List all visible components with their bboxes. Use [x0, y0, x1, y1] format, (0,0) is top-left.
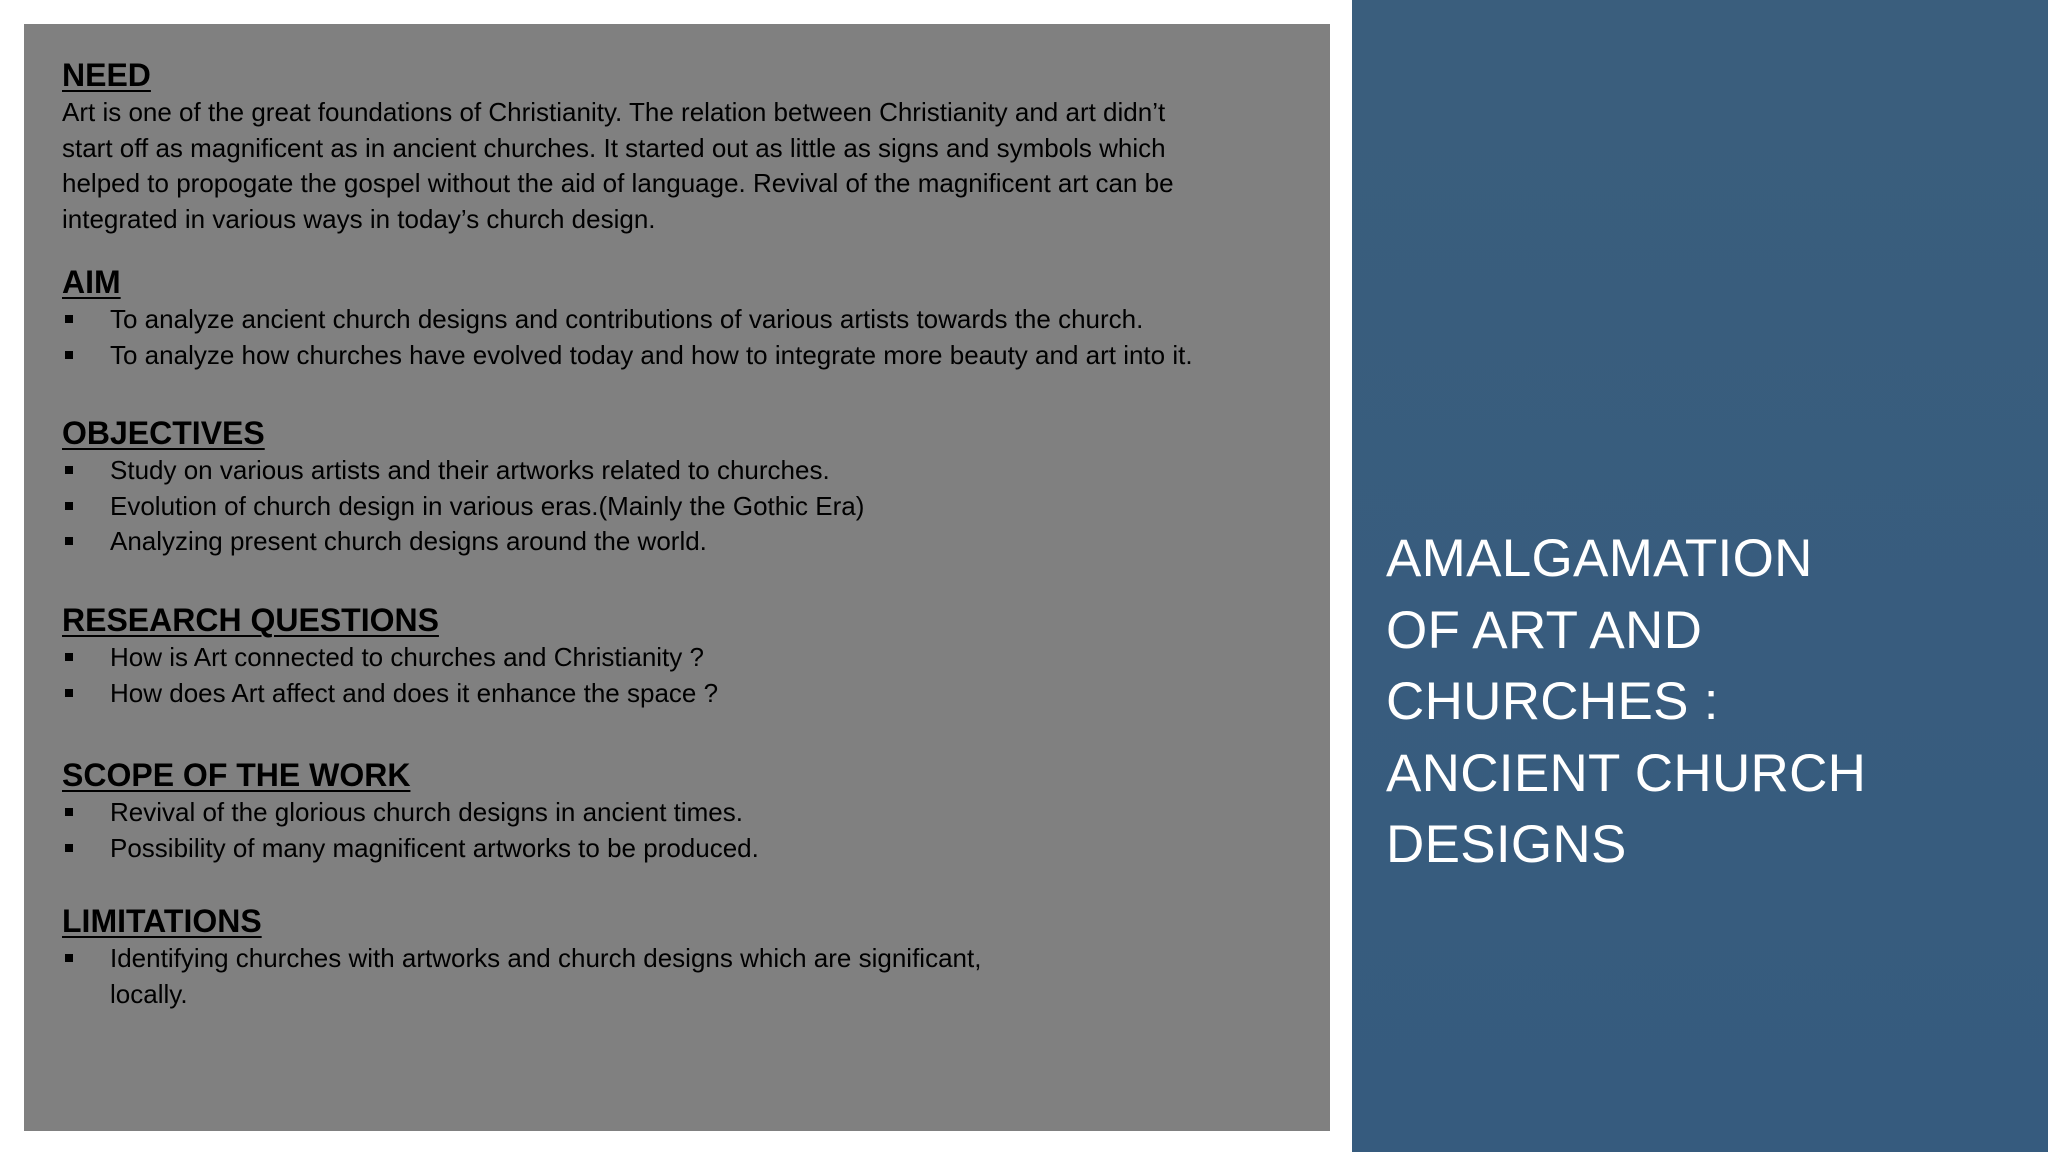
list-item	[62, 524, 1290, 560]
title-line: AMALGAMATION	[1386, 529, 1813, 588]
list-item	[62, 640, 1290, 676]
need-section	[62, 56, 1290, 238]
list-item	[62, 489, 1290, 525]
objectives-list	[62, 453, 1290, 560]
title-panel	[1352, 0, 2048, 1152]
title-line: CHURCHES :	[1386, 672, 1719, 731]
square-bullet-icon	[65, 689, 73, 697]
research-questions-heading: RESEARCH QUESTIONS	[62, 602, 439, 638]
list-item-text: Analyzing present church designs around the world.	[110, 526, 707, 557]
objectives-section	[62, 414, 1290, 560]
list-item-text-continued: locally.	[110, 978, 188, 1009]
need-paragraph	[62, 95, 1290, 238]
list-item	[62, 676, 1290, 712]
list-item	[62, 338, 1290, 374]
scope-list	[62, 795, 1290, 866]
scope-heading: SCOPE OF THE WORK	[62, 757, 411, 793]
aim-section	[62, 263, 1290, 373]
title-line: ANCIENT CHURCH	[1386, 743, 1867, 803]
square-bullet-icon	[65, 502, 73, 510]
square-bullet-icon	[65, 653, 73, 661]
square-bullet-icon	[65, 954, 73, 962]
square-bullet-icon	[65, 537, 73, 545]
square-bullet-icon	[65, 466, 73, 474]
square-bullet-icon	[65, 351, 73, 359]
list-item-text: Possibility of many magnificent artworks to be produced.	[110, 832, 759, 863]
list-item-text: Study on various artists and their artworks related to churches.	[110, 455, 830, 485]
research-questions-list	[62, 640, 1290, 711]
need-line: Art is one of the great foundations of Christianity. The relation between Christianity and art didn’t	[62, 97, 1166, 127]
list-item-text: Identifying churches with artworks and church designs which are significant,	[110, 943, 982, 973]
need-line: start off as magnificent as in ancient churches. It started out as little as signs and symbols which	[62, 132, 1166, 163]
square-bullet-icon	[65, 808, 73, 816]
list-item-text: How is Art connected to churches and Christianity ?	[110, 642, 704, 672]
aim-heading: AIM	[62, 264, 121, 300]
objectives-heading: OBJECTIVES	[62, 415, 265, 451]
aim-list	[62, 302, 1290, 373]
need-heading: NEED	[62, 57, 151, 93]
list-item-text: How does Art affect and does it enhance the space ?	[110, 677, 719, 708]
content-panel	[24, 24, 1330, 1131]
research-questions-section	[62, 601, 1290, 711]
title-line: OF ART AND	[1386, 600, 1703, 660]
limitations-section	[62, 902, 1290, 1012]
list-item-text: Evolution of church design in various eras.(Mainly the Gothic Era)	[110, 490, 865, 521]
list-item	[62, 831, 1290, 867]
square-bullet-icon	[65, 315, 73, 323]
list-item-text: To analyze how churches have evolved today and how to integrate more beauty and art into it.	[110, 339, 1193, 370]
list-item	[62, 795, 1290, 831]
need-line: integrated in various ways in today’s church design.	[62, 204, 656, 235]
limitations-list	[62, 941, 1290, 1012]
limitations-heading: LIMITATIONS	[62, 903, 262, 939]
list-item	[62, 453, 1290, 489]
list-item-text: To analyze ancient church designs and contributions of various artists towards the church.	[110, 304, 1144, 334]
list-item	[62, 941, 1290, 1012]
slide-title	[1386, 523, 1986, 881]
list-item	[62, 302, 1290, 338]
title-line: DESIGNS	[1386, 815, 1627, 874]
square-bullet-icon	[65, 844, 73, 852]
scope-section	[62, 756, 1290, 866]
list-item-text: Revival of the glorious church designs in ancient times.	[110, 797, 743, 827]
need-line: helped to propogate the gospel without the aid of language. Revival of the magnificent art can be	[62, 168, 1174, 199]
